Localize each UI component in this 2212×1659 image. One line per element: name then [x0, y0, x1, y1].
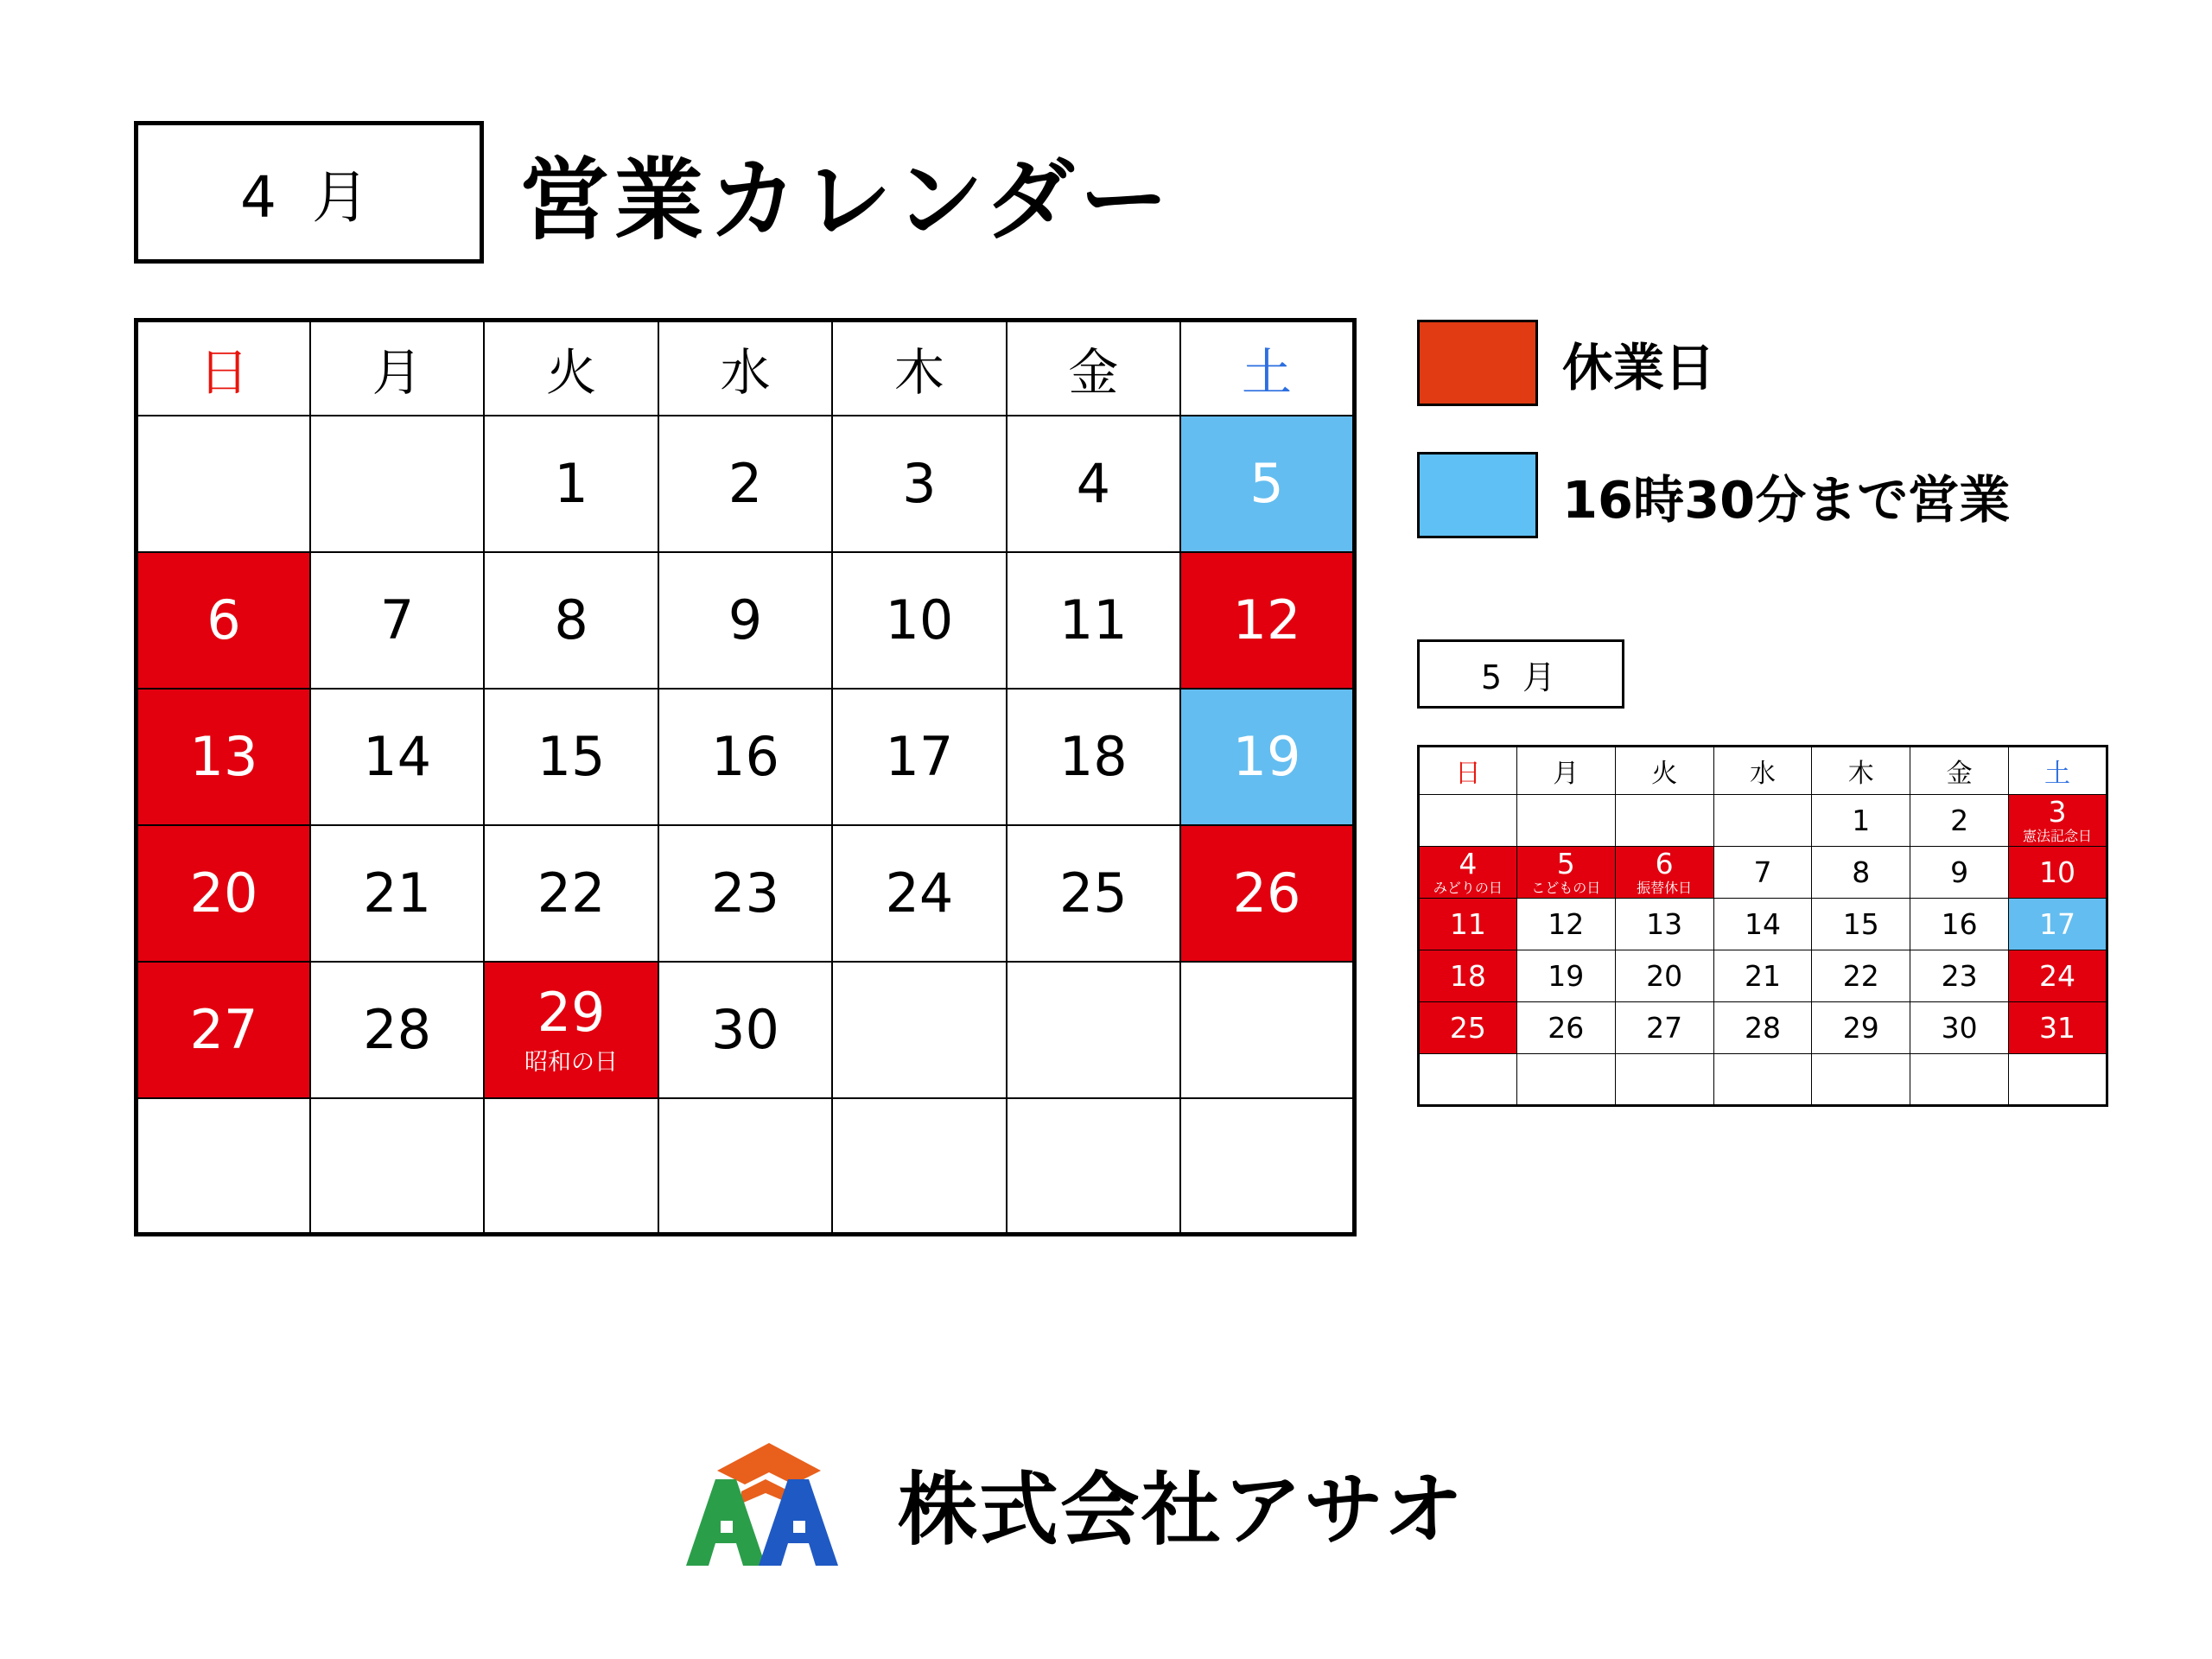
may-weekday-3: 水 [1713, 747, 1812, 795]
may-day-cell [2009, 847, 2107, 899]
may-week-row [1419, 1002, 2107, 1054]
april-day-cell [137, 689, 310, 825]
april-weekday-2: 火 [484, 321, 658, 416]
april-day-number: 29 [537, 980, 606, 1044]
may-weekday-0: 日 [1419, 747, 1517, 795]
april-calendar-head [137, 321, 1355, 416]
may-day-number: 29 [1842, 1011, 1879, 1045]
may-day-cell [1910, 795, 2009, 847]
april-day-number: 28 [363, 997, 432, 1061]
april-weekday-0: 日 [137, 321, 310, 416]
april-day-number: 26 [1232, 861, 1301, 925]
legend-item-half-day [1417, 452, 2126, 538]
may-day-cell [1419, 950, 1517, 1002]
legend-item-closed [1417, 320, 2126, 406]
sub-month-badge-label: 5 月 [1480, 658, 1561, 696]
may-day-cell [1516, 1002, 1615, 1054]
april-weekday-3: 水 [658, 321, 832, 416]
may-day-cell [1419, 899, 1517, 950]
april-day-cell [310, 689, 484, 825]
april-day-cell [832, 552, 1006, 689]
may-day-cell [1615, 795, 1713, 847]
may-day-cell [1910, 847, 2009, 899]
may-day-cell [1615, 899, 1713, 950]
april-weekday-1: 月 [310, 321, 484, 416]
may-day-cell [1812, 795, 1910, 847]
april-day-number: 27 [189, 997, 258, 1061]
may-day-number: 2 [1950, 804, 1969, 837]
may-week-row [1419, 899, 2107, 950]
may-day-cell [1419, 847, 1517, 899]
april-day-cell [137, 962, 310, 1098]
may-day-number: 18 [1449, 959, 1486, 993]
may-day-number: 31 [2039, 1011, 2076, 1045]
april-day-cell [1180, 825, 1354, 962]
april-day-cell [484, 552, 658, 689]
may-weekday-6: 土 [2009, 747, 2107, 795]
may-day-number: 28 [1744, 1011, 1781, 1045]
april-day-number: 9 [728, 588, 763, 652]
april-day-cell [832, 825, 1006, 962]
april-day-number: 30 [711, 997, 779, 1061]
may-day-number: 5 [1556, 847, 1575, 880]
footer [683, 1434, 1465, 1573]
may-day-number: 3 [2048, 795, 2067, 829]
may-day-cell [1812, 1054, 1910, 1106]
page-title: 営業カレンダー [520, 148, 1174, 252]
may-day-cell [1910, 950, 2009, 1002]
may-day-cell [1812, 950, 1910, 1002]
may-day-cell [1713, 847, 1812, 899]
april-day-cell [310, 962, 484, 1098]
may-day-cell [1713, 1054, 1812, 1106]
may-day-number: 13 [1646, 907, 1683, 941]
may-day-cell [2009, 1002, 2107, 1054]
april-day-cell [658, 416, 832, 552]
april-day-number: 1 [554, 451, 588, 515]
may-day-cell [1910, 899, 2009, 950]
april-day-cell [310, 416, 484, 552]
may-day-cell [1419, 1002, 1517, 1054]
may-day-cell [1713, 1002, 1812, 1054]
april-day-cell [658, 825, 832, 962]
april-day-number: 21 [363, 861, 432, 925]
may-day-cell [1910, 1054, 2009, 1106]
may-day-number: 23 [1941, 959, 1978, 993]
may-day-cell [1516, 950, 1615, 1002]
april-weekday-row [137, 321, 1355, 416]
april-calendar [134, 318, 1357, 1236]
may-day-number: 26 [1548, 1011, 1585, 1045]
may-weekday-4: 木 [1812, 747, 1910, 795]
april-day-cell [1180, 689, 1354, 825]
april-day-cell [137, 552, 310, 689]
april-day-number: 20 [189, 861, 258, 925]
may-day-cell [1812, 1002, 1910, 1054]
april-weekday-5: 金 [1007, 321, 1180, 416]
may-day-cell [1516, 847, 1615, 899]
may-day-note: みどりの日 [1433, 880, 1503, 896]
may-day-number: 8 [1852, 855, 1871, 889]
april-week-row [137, 825, 1355, 962]
april-day-number: 11 [1058, 588, 1128, 652]
april-day-number: 4 [1076, 451, 1111, 515]
legend-label-half-day: 16時30分まで営業 [1562, 469, 2011, 530]
may-day-cell [1713, 899, 1812, 950]
april-day-number: 19 [1232, 724, 1301, 788]
april-day-cell [1180, 962, 1354, 1098]
may-week-row [1419, 1054, 2107, 1106]
may-calendar-head [1419, 747, 2107, 795]
april-day-note: 昭和の日 [524, 1048, 619, 1076]
april-day-cell [310, 825, 484, 962]
april-day-cell [658, 1098, 832, 1235]
april-day-cell [1007, 1098, 1180, 1235]
april-weekday-6: 土 [1180, 321, 1354, 416]
april-day-number: 15 [537, 724, 606, 788]
may-day-number: 6 [1655, 847, 1674, 880]
april-day-cell [137, 825, 310, 962]
may-day-cell [2009, 899, 2107, 950]
may-day-cell [1713, 795, 1812, 847]
april-day-cell [832, 1098, 1006, 1235]
may-day-number: 11 [1449, 907, 1486, 941]
april-day-cell [484, 825, 658, 962]
april-day-cell [310, 1098, 484, 1235]
may-day-number: 1 [1852, 804, 1871, 837]
april-day-number: 23 [711, 861, 779, 925]
april-day-number: 18 [1058, 724, 1128, 788]
april-day-cell [137, 416, 310, 552]
header [134, 121, 1173, 264]
may-day-number: 12 [1548, 907, 1585, 941]
april-day-cell [832, 962, 1006, 1098]
april-week-row [137, 1098, 1355, 1235]
may-day-number: 16 [1941, 907, 1978, 941]
may-day-cell [1516, 1054, 1615, 1106]
april-day-number: 3 [902, 451, 937, 515]
april-day-cell [484, 689, 658, 825]
april-day-number: 13 [189, 724, 258, 788]
may-week-row [1419, 950, 2107, 1002]
april-week-row [137, 416, 1355, 552]
company-name: 株式会社アサオ [898, 1464, 1465, 1556]
may-day-number: 14 [1744, 907, 1781, 941]
legend-swatch-closed-icon [1417, 320, 1538, 406]
may-day-cell [1615, 847, 1713, 899]
april-day-number: 2 [728, 451, 763, 515]
may-day-number: 27 [1646, 1011, 1683, 1045]
may-day-number: 10 [2039, 855, 2076, 889]
may-day-number: 22 [1842, 959, 1879, 993]
april-day-number: 7 [379, 588, 415, 652]
april-day-number: 17 [885, 724, 954, 788]
april-day-cell [832, 689, 1006, 825]
may-day-number: 9 [1950, 855, 1969, 889]
legend-label-closed: 休業日 [1562, 337, 1716, 397]
april-day-cell [658, 962, 832, 1098]
april-day-number: 16 [711, 724, 779, 788]
may-day-number: 21 [1744, 959, 1781, 993]
may-calendar-body [1419, 795, 2107, 1106]
may-day-cell [1812, 899, 1910, 950]
may-weekday-5: 金 [1910, 747, 2009, 795]
april-day-cell [658, 552, 832, 689]
legend [1417, 320, 2126, 584]
april-week-row [137, 962, 1355, 1098]
may-week-row [1419, 795, 2107, 847]
may-day-cell [2009, 1054, 2107, 1106]
april-day-cell [1007, 825, 1180, 962]
april-day-cell [137, 1098, 310, 1235]
april-calendar-body [137, 416, 1355, 1235]
may-weekday-1: 月 [1516, 747, 1615, 795]
april-day-number: 12 [1232, 588, 1301, 652]
april-day-cell [484, 962, 658, 1098]
may-day-cell [1713, 950, 1812, 1002]
april-day-number: 25 [1058, 861, 1128, 925]
sub-month-badge [1417, 639, 1624, 709]
may-weekday-row [1419, 747, 2107, 795]
april-day-cell [1007, 416, 1180, 552]
april-weekday-4: 木 [832, 321, 1006, 416]
may-day-cell [1812, 847, 1910, 899]
may-day-cell [1516, 899, 1615, 950]
may-day-number: 30 [1941, 1011, 1978, 1045]
april-day-number: 6 [207, 588, 241, 652]
may-day-note: 憲法記念日 [2023, 828, 2093, 844]
may-day-cell [1419, 795, 1517, 847]
april-day-number: 10 [885, 588, 954, 652]
april-day-number: 24 [885, 861, 954, 925]
may-day-cell [2009, 795, 2107, 847]
may-day-number: 7 [1753, 855, 1772, 889]
may-day-number: 15 [1842, 907, 1879, 941]
may-calendar [1417, 745, 2108, 1107]
may-day-number: 24 [2039, 959, 2076, 993]
april-day-cell [1180, 416, 1354, 552]
april-day-number: 5 [1249, 451, 1284, 515]
april-day-cell [1007, 552, 1180, 689]
may-day-cell [1615, 1002, 1713, 1054]
april-day-cell [1007, 689, 1180, 825]
may-weekday-2: 火 [1615, 747, 1713, 795]
may-day-number: 19 [1548, 959, 1585, 993]
april-day-number: 22 [537, 861, 606, 925]
month-badge-label: 4 月 [240, 164, 378, 231]
may-day-cell [2009, 950, 2107, 1002]
may-day-number: 4 [1459, 847, 1478, 880]
april-day-number: 8 [554, 588, 588, 652]
may-day-cell [1615, 1054, 1713, 1106]
may-day-cell [1615, 950, 1713, 1002]
month-badge [134, 121, 484, 264]
may-day-note: 振替休日 [1637, 880, 1693, 896]
april-day-cell [310, 552, 484, 689]
company-logo-icon [683, 1434, 868, 1573]
april-week-row [137, 552, 1355, 689]
april-day-cell [484, 1098, 658, 1235]
may-day-number: 25 [1449, 1011, 1486, 1045]
may-day-number: 20 [1646, 959, 1683, 993]
may-day-cell [1910, 1002, 2009, 1054]
april-day-cell [1007, 962, 1180, 1098]
may-day-cell [1516, 795, 1615, 847]
may-day-number: 17 [2039, 907, 2076, 941]
april-day-cell [658, 689, 832, 825]
april-week-row [137, 689, 1355, 825]
april-day-number: 14 [363, 724, 432, 788]
april-day-cell [1180, 552, 1354, 689]
april-day-cell [1180, 1098, 1354, 1235]
may-day-cell [1419, 1054, 1517, 1106]
may-week-row [1419, 847, 2107, 899]
may-day-note: こどもの日 [1531, 880, 1601, 896]
april-day-cell [832, 416, 1006, 552]
legend-swatch-half-day-icon [1417, 452, 1538, 538]
april-day-cell [484, 416, 658, 552]
